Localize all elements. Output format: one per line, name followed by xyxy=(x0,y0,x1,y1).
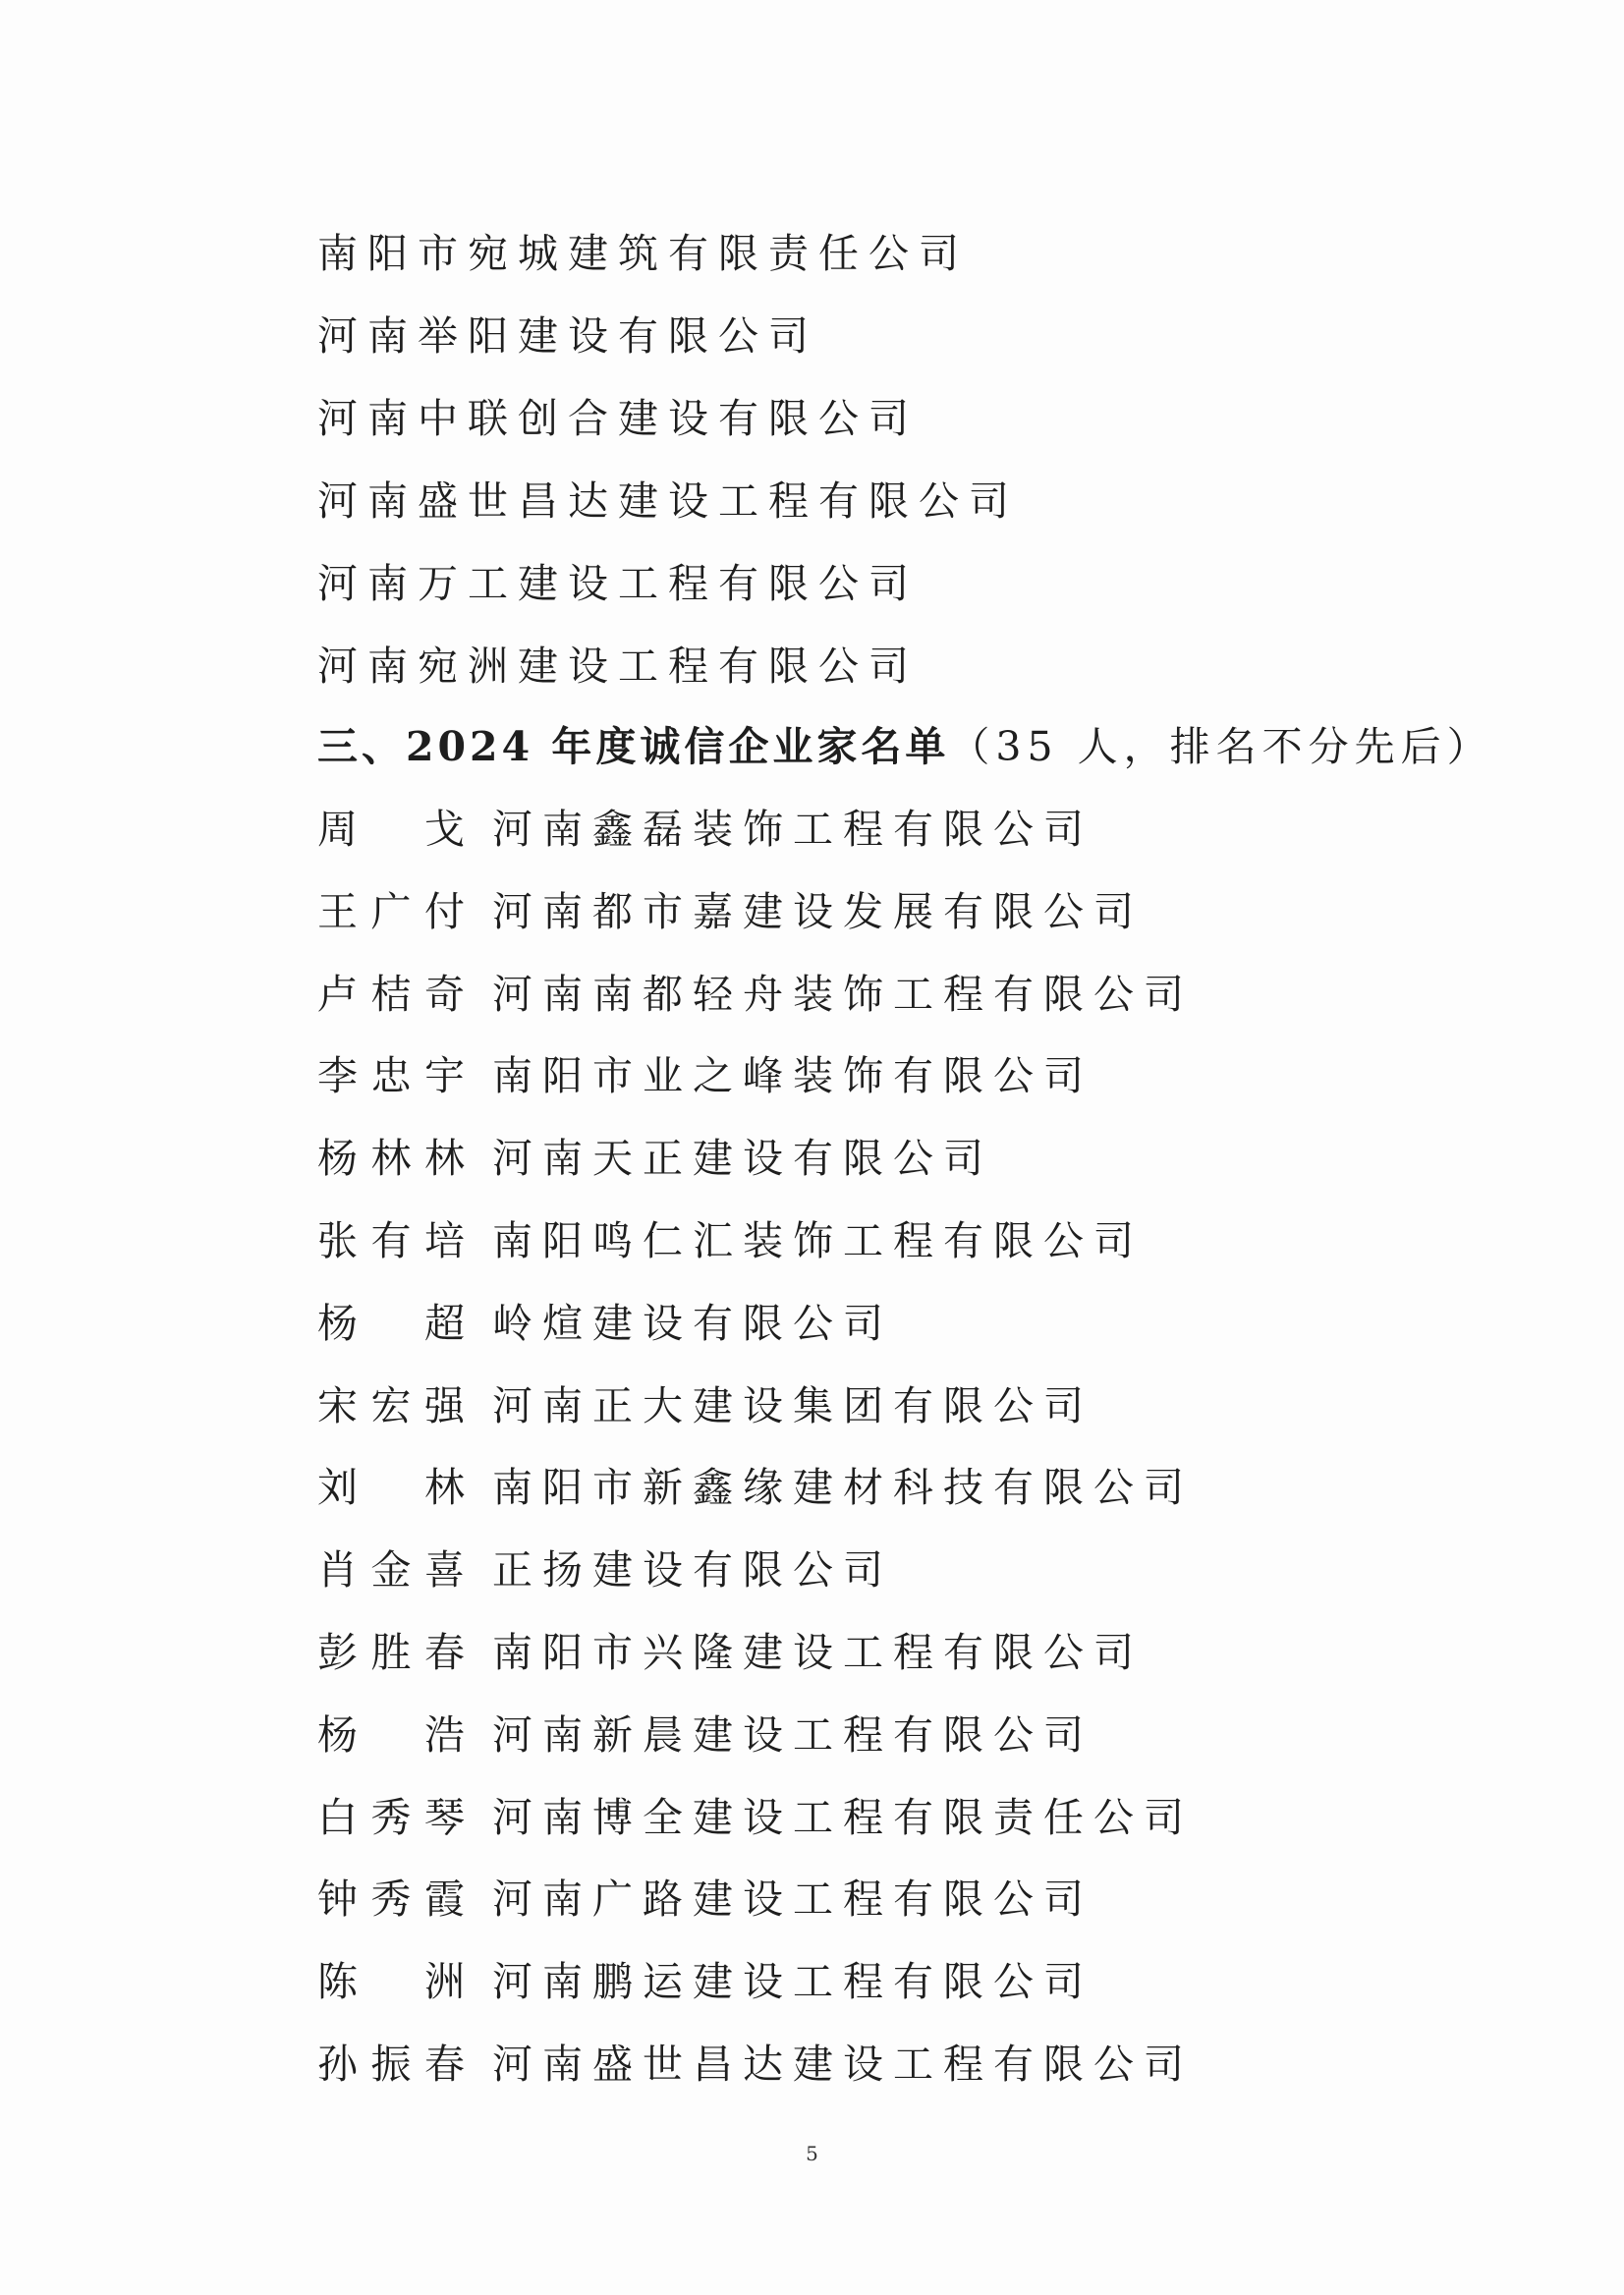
entrepreneur-name: 杨 浩 xyxy=(317,1711,465,1759)
entrepreneur-company: 河南新晨建设工程有限公司 xyxy=(492,1711,1093,1759)
entrepreneur-name: 肖 金 喜 xyxy=(317,1546,465,1594)
entrepreneur-name: 卢 桔 奇 xyxy=(317,971,465,1018)
entrepreneur-company: 南阳鸣仁汇装饰工程有限公司 xyxy=(492,1217,1144,1264)
entrepreneur-company: 河南盛世昌达建设工程有限公司 xyxy=(492,2041,1194,2088)
entrepreneur-name: 孙 振 春 xyxy=(317,2041,465,2088)
entrepreneur-company: 正扬建设有限公司 xyxy=(492,1546,893,1594)
company-line: 河南举阳建设有限公司 xyxy=(317,312,818,360)
entrepreneur-name: 王 广 付 xyxy=(317,888,465,935)
entrepreneur-company: 河南正大建设集团有限公司 xyxy=(492,1382,1093,1429)
entrepreneur-name: 彭 胜 春 xyxy=(317,1629,465,1676)
entrepreneur-name: 刘 林 xyxy=(317,1464,465,1511)
company-line: 河南盛世昌达建设工程有限公司 xyxy=(317,477,1019,525)
company-line: 南阳市宛城建筑有限责任公司 xyxy=(317,230,969,277)
entrepreneur-company: 南阳市兴隆建设工程有限公司 xyxy=(492,1629,1144,1676)
company-line: 河南宛洲建设工程有限公司 xyxy=(317,643,919,690)
entrepreneur-name: 陈 洲 xyxy=(317,1958,465,2005)
company-line: 河南中联创合建设有限公司 xyxy=(317,395,919,442)
entrepreneur-company: 南阳市业之峰装饰有限公司 xyxy=(492,1052,1093,1099)
entrepreneur-company: 河南南都轻舟装饰工程有限公司 xyxy=(492,971,1194,1018)
section-title: 三、2024 年度诚信企业家名单 xyxy=(317,723,950,770)
entrepreneur-company: 河南鑫磊装饰工程有限公司 xyxy=(492,806,1093,853)
entrepreneur-name: 杨 超 xyxy=(317,1300,465,1347)
section-heading xyxy=(317,719,1493,774)
entrepreneur-name: 李 忠 宇 xyxy=(317,1052,465,1099)
entrepreneur-name: 周 戈 xyxy=(317,806,465,853)
section-note: （35 人，排名不分先后） xyxy=(949,723,1493,770)
entrepreneur-name: 钟 秀 霞 xyxy=(317,1875,465,1923)
entrepreneur-company: 河南鹏运建设工程有限公司 xyxy=(492,1958,1093,2005)
entrepreneur-name: 宋 宏 强 xyxy=(317,1382,465,1429)
entrepreneur-company: 河南天正建设有限公司 xyxy=(492,1135,993,1182)
entrepreneur-company: 河南广路建设工程有限公司 xyxy=(492,1875,1093,1923)
entrepreneur-name: 张 有 培 xyxy=(317,1217,465,1264)
company-line: 河南万工建设工程有限公司 xyxy=(317,560,919,607)
page-number: 5 xyxy=(806,2142,818,2165)
entrepreneur-company: 河南都市嘉建设发展有限公司 xyxy=(492,888,1144,935)
entrepreneur-name: 白 秀 琴 xyxy=(317,1794,465,1841)
entrepreneur-name: 杨 林 林 xyxy=(317,1135,465,1182)
entrepreneur-company: 南阳市新鑫缘建材科技有限公司 xyxy=(492,1464,1194,1511)
entrepreneur-company: 岭煊建设有限公司 xyxy=(492,1300,893,1347)
entrepreneur-company: 河南博全建设工程有限责任公司 xyxy=(492,1794,1194,1841)
